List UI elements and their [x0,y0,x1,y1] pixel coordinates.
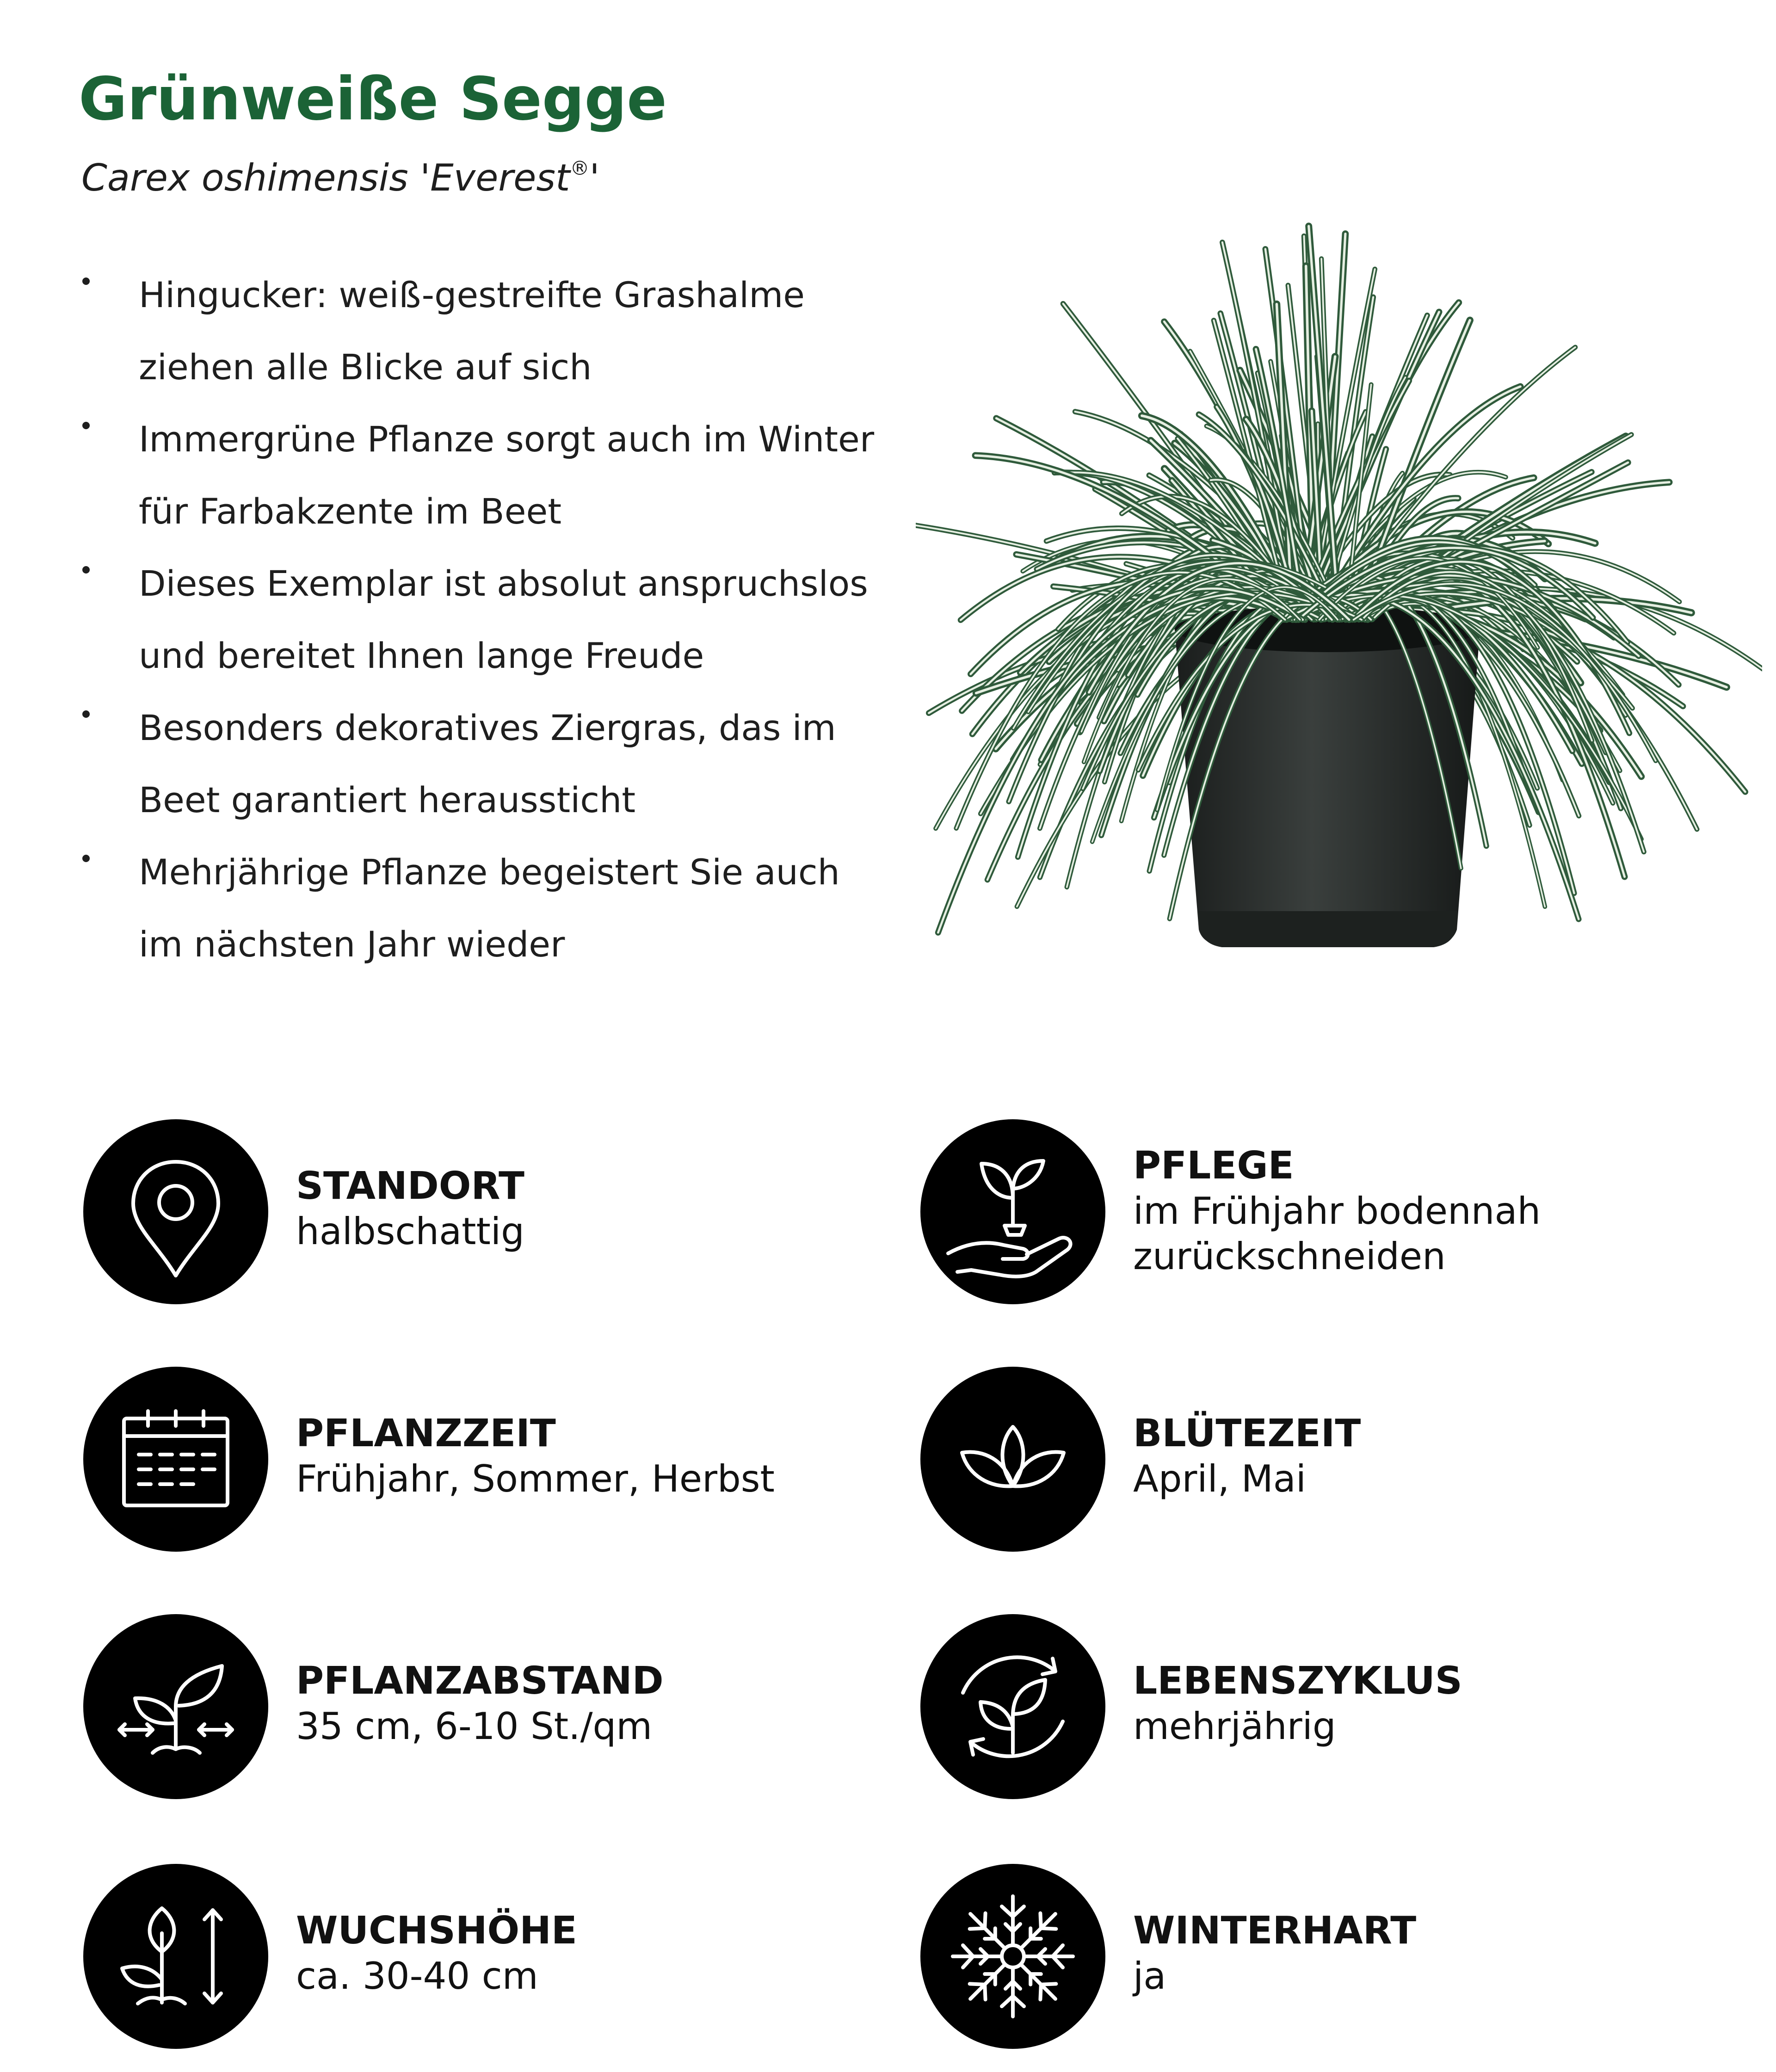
feature-item [74,836,906,980]
wuchshoehe-icon-circle [83,1864,268,2049]
attribute-pflanzzeit [83,1367,897,1552]
feature-item [74,259,906,403]
feature-text: Mehrjährige Pflanze begeistert Sie auch [139,851,840,893]
calendar-icon [83,1367,268,1552]
snowflake-icon [920,1864,1105,2049]
attribute-value: 35 cm, 6-10 St./qm [296,1705,653,1748]
attribute-value: April, Mai [1133,1457,1306,1500]
lebenszyklus-icon-circle [920,1614,1105,1799]
attribute-pflanzabstand [83,1614,897,1799]
product-title: Grünweiße Segge [79,65,667,134]
bullet-icon [82,710,90,718]
attribute-label: WINTERHART [1133,1909,1417,1953]
pflanzzeit-icon-circle [83,1367,268,1552]
attribute-value: Frühjahr, Sommer, Herbst [296,1457,775,1500]
bullet-icon [82,278,90,285]
bluetezeit-icon-circle [920,1367,1105,1552]
product-image-sedge-grass [916,148,1762,1036]
feature-text: Hingucker: weiß-gestreifte Grashalme [139,274,805,315]
attribute-value: ca. 30-40 cm [296,1955,538,1998]
attribute-value: mehrjährig [1133,1705,1336,1748]
location-pin-icon [83,1119,268,1304]
attribute-label: PFLANZZEIT [296,1412,556,1455]
attribute-label: PFLEGE [1133,1144,1294,1188]
attribute-winterhart [920,1864,1734,2049]
plant-height-icon [83,1864,268,2049]
pflanzabstand-icon-circle [83,1614,268,1799]
feature-text: für Farbakzente im Beet [139,491,562,532]
attribute-label: BLÜTEZEIT [1133,1412,1361,1455]
attribute-label: PFLANZABSTAND [296,1659,664,1703]
feature-text: im nächsten Jahr wieder [139,924,565,965]
registered-mark: ® [570,157,590,179]
attribute-standort [83,1119,897,1304]
attribute-label: STANDORT [296,1164,524,1208]
winterhart-icon-circle [920,1864,1105,2049]
attribute-value: halbschattig [296,1210,524,1253]
botanical-name [81,156,599,199]
attribute-label: LEBENSZYKLUS [1133,1659,1462,1703]
botanical-name-text: Carex oshimensis 'Everest [81,156,570,199]
attribute-value: im Frühjahr bodennah [1133,1190,1541,1233]
attribute-label: WUCHSHÖHE [296,1909,577,1953]
feature-text: und bereitet Ihnen lange Freude [139,635,704,676]
standort-icon-circle [83,1119,268,1304]
pflege-icon-circle [920,1119,1105,1304]
attribute-lebenszyklus [920,1614,1734,1799]
feature-item [74,403,906,548]
feature-text: Dieses Exemplar ist absolut anspruchslos [139,563,868,604]
feature-item [74,548,906,692]
feature-item [74,692,906,836]
plant-pot [1175,629,1480,946]
feature-list [74,259,906,980]
attribute-bluetezeit [920,1367,1734,1552]
hand-seedling-icon [920,1119,1105,1304]
attribute-value: zurückschneiden [1133,1235,1446,1278]
bullet-icon [82,855,90,862]
attribute-value: ja [1133,1955,1166,1998]
bullet-icon [82,566,90,574]
bullet-icon [82,422,90,429]
feature-text: Besonders dekoratives Ziergras, das im [139,707,836,748]
botanical-name-close: ' [589,156,600,199]
life-cycle-icon [920,1614,1105,1799]
feature-text: Beet garantiert heraussticht [139,779,636,820]
feature-text: ziehen alle Blicke auf sich [139,346,592,388]
lotus-flower-icon [920,1367,1105,1552]
seedling-spacing-icon [83,1614,268,1799]
attribute-wuchshoehe [83,1864,897,2049]
feature-text: Immergrüne Pflanze sorgt auch im Winter [139,419,875,460]
attribute-pflege [920,1119,1734,1304]
